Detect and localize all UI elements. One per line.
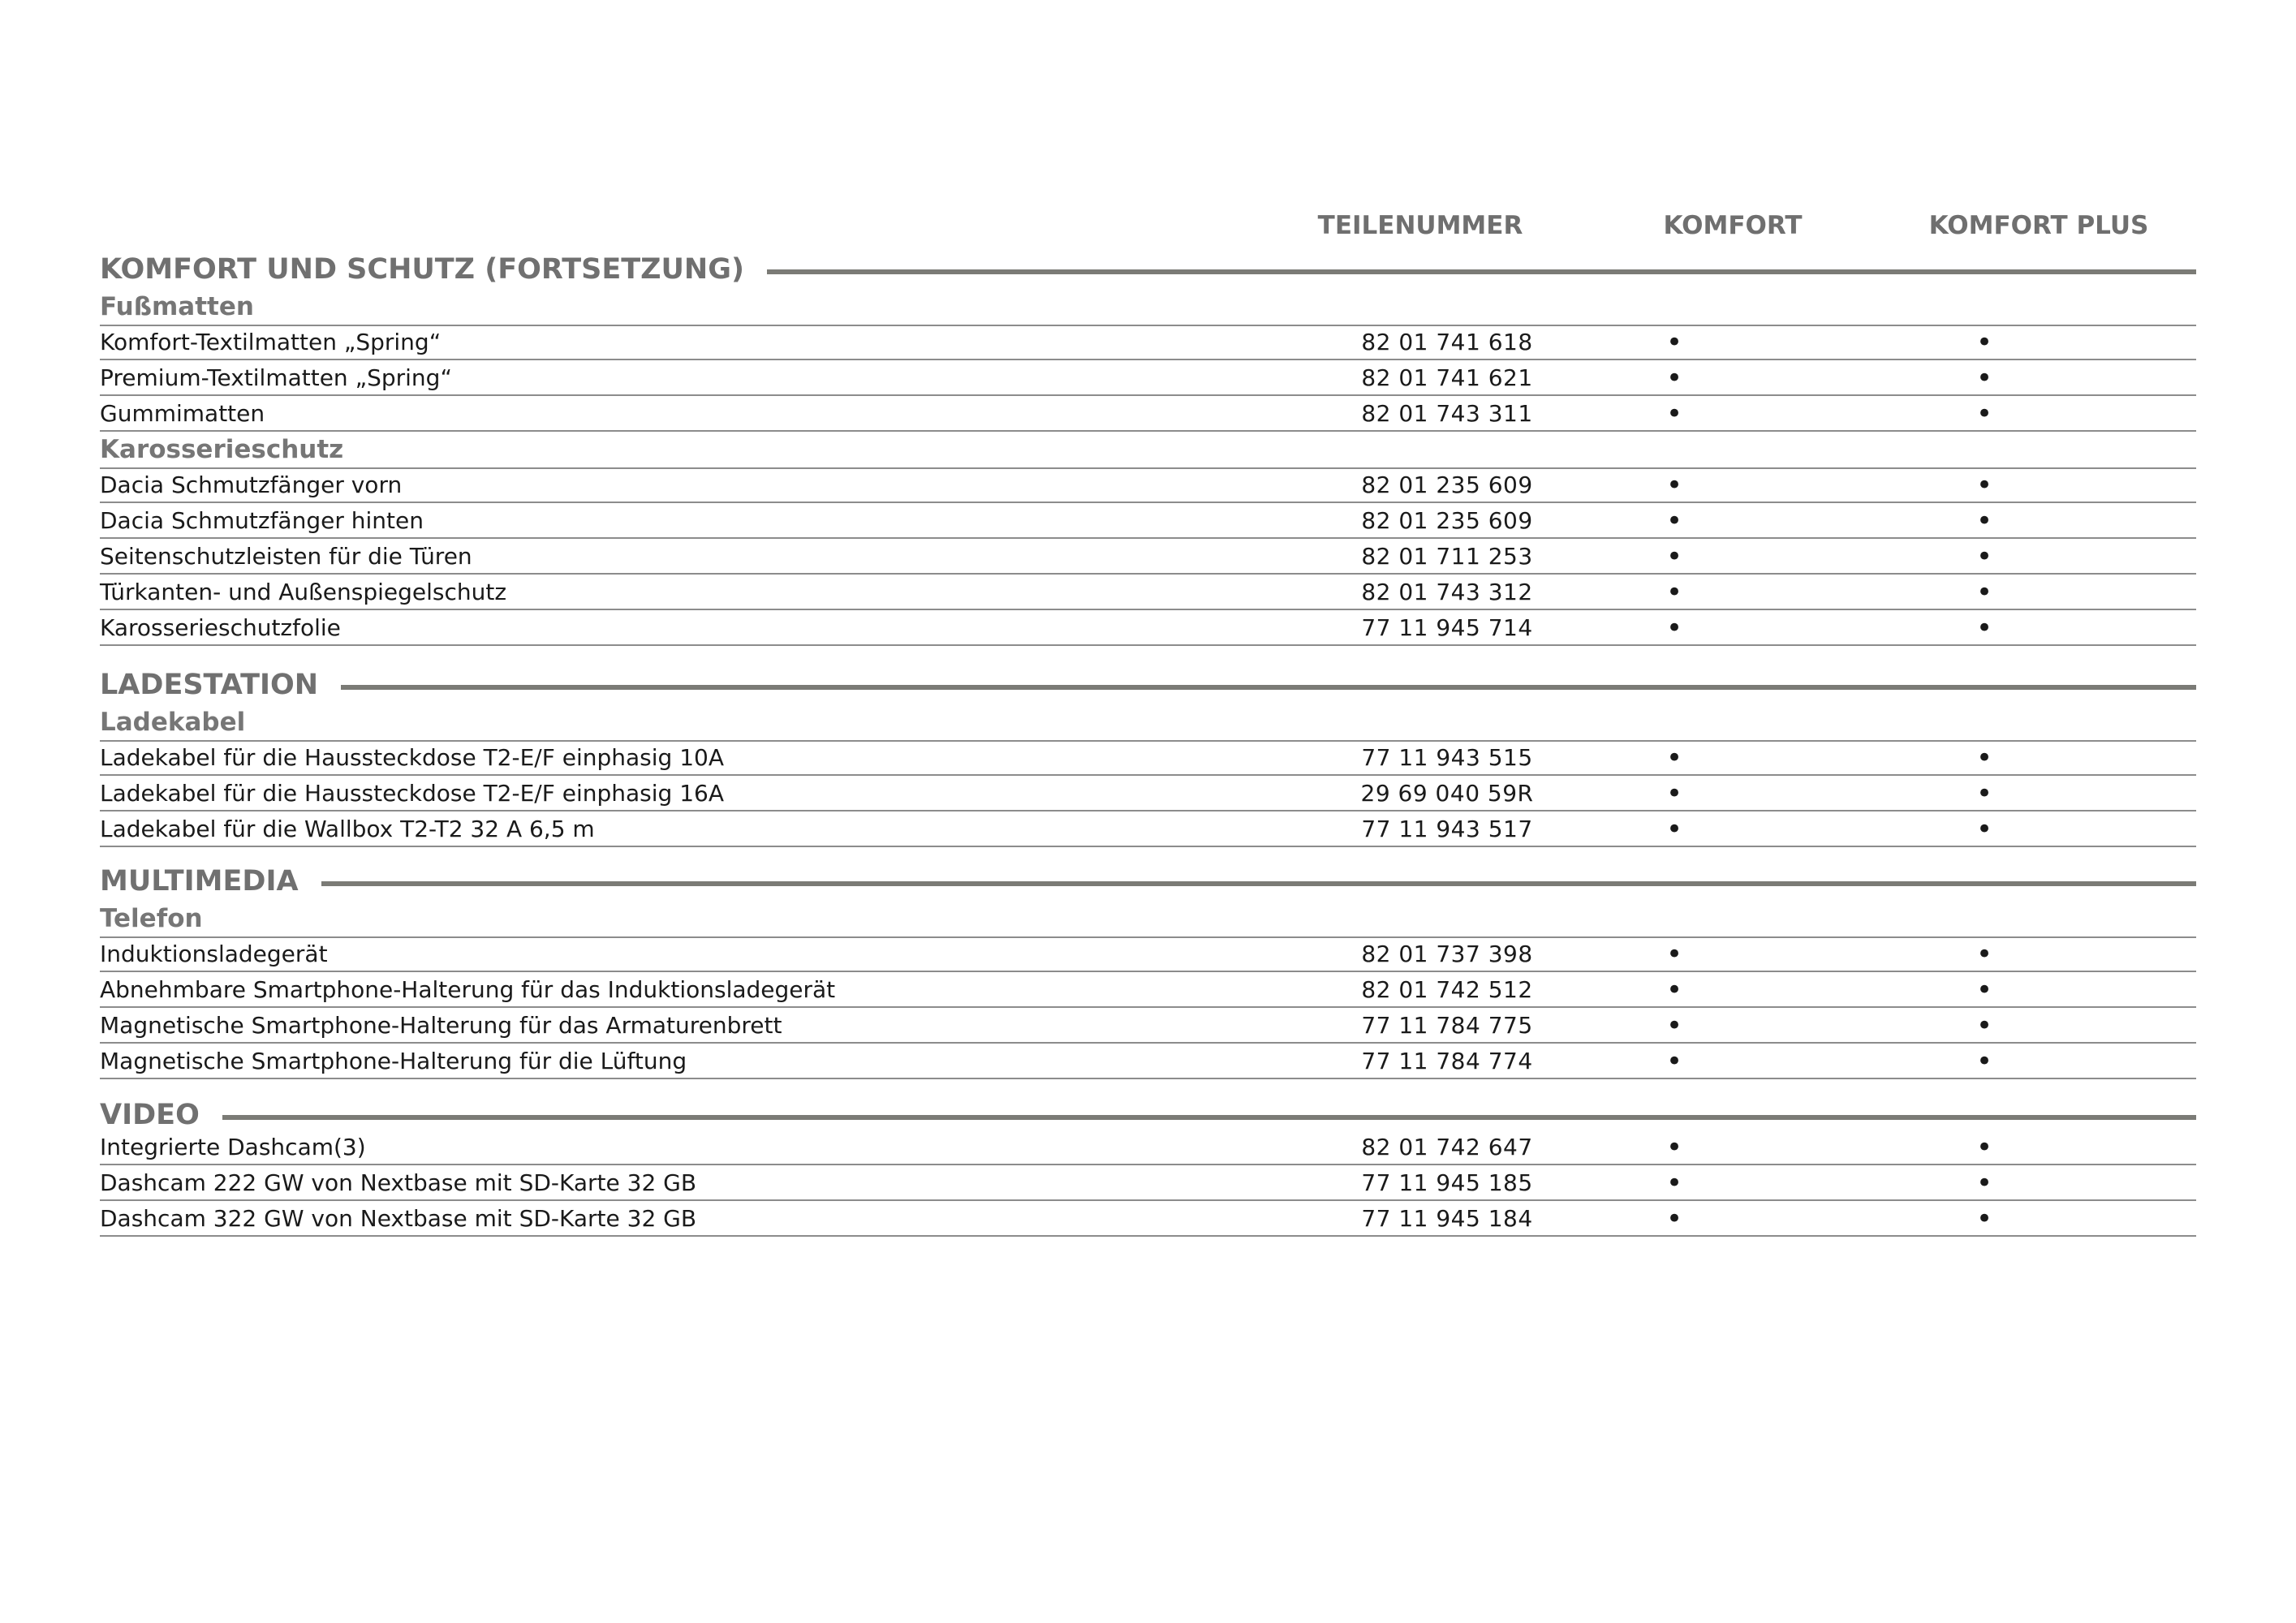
section-divider [100,685,2196,690]
section-divider [100,881,2196,886]
item-name: Magnetische Smartphone-Halterung für die Lüftung [100,1048,687,1074]
table-row [100,1008,2196,1044]
part-number: 82 01 741 618 [1361,329,1533,355]
item-name: Seitenschutzleisten für die Türen [100,543,472,570]
column-header-komfort: KOMFORT [1663,211,1803,240]
part-number: 82 01 742 512 [1361,976,1533,1003]
komfort-plus-availability-dot: • [1975,326,1993,359]
komfort-plus-availability-dot: • [1975,1167,1993,1199]
table-row [100,575,2196,610]
komfort-availability-dot: • [1665,505,1683,537]
table-row [100,1165,2196,1201]
part-number: 82 01 711 253 [1361,543,1533,570]
section-heading [100,862,2196,901]
komfort-availability-dot: • [1665,1045,1683,1078]
section-title: VIDEO [100,1096,222,1134]
komfort-plus-availability-dot: • [1975,505,1993,537]
section-heading [100,665,2196,704]
table-row [100,325,2196,360]
subsection-title: Telefon [100,901,2196,938]
part-number: 29 69 040 59R [1360,780,1534,807]
table-row [100,1130,2196,1165]
subsection-title: Fußmatten [100,289,2196,326]
section-divider [100,1115,2196,1120]
table-row [100,1201,2196,1237]
komfort-plus-availability-dot: • [1975,813,1993,846]
part-number: 82 01 741 621 [1361,364,1533,391]
komfort-availability-dot: • [1665,362,1683,394]
table-row [100,503,2196,539]
komfort-availability-dot: • [1665,777,1683,810]
komfort-plus-availability-dot: • [1975,362,1993,394]
table-row [100,972,2196,1008]
komfort-plus-availability-dot: • [1975,469,1993,502]
table-row [100,1044,2196,1079]
part-number: 82 01 235 609 [1361,507,1533,534]
item-name: Dashcam 222 GW von Nextbase mit SD-Karte 32 GB [100,1169,697,1196]
item-name: Abnehmbare Smartphone-Halterung für das Induktionsladegerät [100,976,836,1003]
komfort-plus-availability-dot: • [1975,398,1993,430]
column-header-part-number: TEILENUMMER [1317,211,1523,240]
item-name: Ladekabel für die Haussteckdose T2-E/F einphasig 16A [100,780,724,807]
section-title: MULTIMEDIA [100,862,321,901]
komfort-availability-dot: • [1665,1203,1683,1235]
item-name: Komfort-Textilmatten „Spring“ [100,329,442,355]
item-name: Magnetische Smartphone-Halterung für das Armaturenbrett [100,1012,782,1039]
part-number: 77 11 943 515 [1361,744,1533,771]
komfort-plus-availability-dot: • [1975,777,1993,810]
part-number: 82 01 743 312 [1361,579,1533,605]
komfort-availability-dot: • [1665,576,1683,609]
item-name: Premium-Textilmatten „Spring“ [100,364,452,391]
section-title: LADESTATION [100,665,341,704]
table-row [100,467,2196,503]
part-number: 77 11 945 184 [1361,1205,1533,1232]
komfort-plus-availability-dot: • [1975,1203,1993,1235]
komfort-availability-dot: • [1665,326,1683,359]
table-row [100,936,2196,972]
item-name: Türkanten- und Außenspiegelschutz [100,579,507,605]
item-name: Karosserieschutzfolie [100,614,341,641]
column-header-komfort-plus: KOMFORT PLUS [1928,211,2149,240]
komfort-plus-availability-dot: • [1975,974,1993,1006]
part-number: 82 01 737 398 [1361,941,1533,967]
item-name: Gummimatten [100,400,265,427]
komfort-availability-dot: • [1665,398,1683,430]
komfort-plus-availability-dot: • [1975,938,1993,971]
komfort-availability-dot: • [1665,813,1683,846]
table-row [100,396,2196,432]
table-row [100,360,2196,396]
table-row [100,740,2196,776]
item-name: Ladekabel für die Wallbox T2-T2 32 A 6,5 m [100,816,595,842]
komfort-availability-dot: • [1665,1131,1683,1164]
komfort-availability-dot: • [1665,974,1683,1006]
part-number: 77 11 945 714 [1361,614,1533,641]
table-row [100,812,2196,847]
komfort-availability-dot: • [1665,1167,1683,1199]
part-number: 77 11 784 775 [1361,1012,1533,1039]
item-name: Dacia Schmutzfänger hinten [100,507,424,534]
komfort-availability-dot: • [1665,540,1683,573]
table-row [100,776,2196,812]
komfort-availability-dot: • [1665,938,1683,971]
item-name: Integrierte Dashcam(3) [100,1134,366,1160]
komfort-plus-availability-dot: • [1975,1010,1993,1042]
table-row [100,539,2196,575]
part-number: 82 01 743 311 [1361,400,1533,427]
item-name: Dashcam 322 GW von Nextbase mit SD-Karte 32 GB [100,1205,697,1232]
item-name: Ladekabel für die Haussteckdose T2-E/F einphasig 10A [100,744,724,771]
komfort-availability-dot: • [1665,612,1683,644]
part-number: 77 11 784 774 [1361,1048,1533,1074]
item-name: Dacia Schmutzfänger vorn [100,471,403,498]
section-heading [100,250,2196,289]
komfort-plus-availability-dot: • [1975,612,1993,644]
part-number: 82 01 235 609 [1361,471,1533,498]
komfort-plus-availability-dot: • [1975,576,1993,609]
subsection-title: Karosserieschutz [100,432,2196,469]
komfort-plus-availability-dot: • [1975,540,1993,573]
komfort-plus-availability-dot: • [1975,1045,1993,1078]
komfort-availability-dot: • [1665,1010,1683,1042]
table-row [100,610,2196,646]
item-name: Induktionsladegerät [100,941,328,967]
part-number: 82 01 742 647 [1361,1134,1533,1160]
subsection-title: Ladekabel [100,704,2196,742]
komfort-plus-availability-dot: • [1975,1131,1993,1164]
section-title: KOMFORT UND SCHUTZ (FORTSETZUNG) [100,250,767,289]
section-heading [100,1096,2196,1134]
komfort-availability-dot: • [1665,469,1683,502]
komfort-availability-dot: • [1665,742,1683,774]
part-number: 77 11 943 517 [1361,816,1533,842]
komfort-plus-availability-dot: • [1975,742,1993,774]
part-number: 77 11 945 185 [1361,1169,1533,1196]
